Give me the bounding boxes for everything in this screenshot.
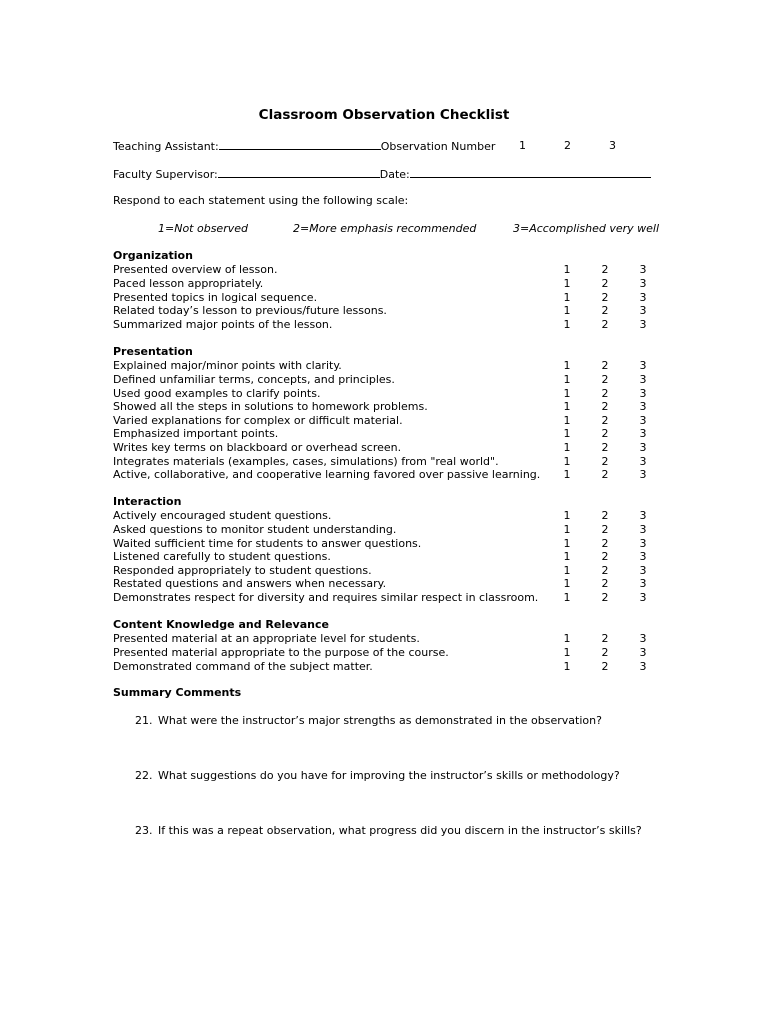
section-heading: Interaction xyxy=(113,495,182,508)
statement-text: Listened carefully to student questions. xyxy=(113,550,331,564)
rating-option-1[interactable]: 1 xyxy=(563,359,571,373)
rating-option-1[interactable]: 1 xyxy=(563,577,571,591)
rating-option-2[interactable]: 2 xyxy=(601,413,609,427)
rating-option-1[interactable]: 1 xyxy=(563,563,571,577)
statement-text: Varied explanations for complex or difficult material. xyxy=(113,413,403,427)
statement-text: Related today’s lesson to previous/future lessons. xyxy=(113,304,387,318)
rating-option-3[interactable]: 3 xyxy=(639,646,647,659)
statement-text: Waited sufficient time for students to answer questions. xyxy=(113,536,422,550)
rating-option-2[interactable]: 2 xyxy=(601,263,609,277)
rating-option-3[interactable]: 3 xyxy=(639,577,647,591)
question-text: If this was a repeat observation, what progress did you discern in the instructor’s skills? xyxy=(158,824,642,837)
rating-option-2[interactable]: 2 xyxy=(601,550,609,564)
rating-option-2[interactable]: 2 xyxy=(601,454,609,468)
checklist-row xyxy=(113,577,673,591)
rating-option-1[interactable]: 1 xyxy=(563,290,571,304)
statement-text: Summarized major points of the lesson. xyxy=(113,317,333,331)
teaching-assistant-field[interactable] xyxy=(219,139,381,150)
summary-heading: Summary Comments xyxy=(113,686,242,699)
rating-option-3[interactable]: 3 xyxy=(639,413,647,427)
rating-option-1[interactable]: 1 xyxy=(563,646,571,659)
faculty-supervisor-line xyxy=(113,167,651,182)
observation-number-label: Observation Number xyxy=(380,140,496,153)
checklist-row xyxy=(113,660,673,674)
checklist-row xyxy=(113,523,673,537)
checklist-row xyxy=(113,359,673,373)
rating-option-1[interactable]: 1 xyxy=(563,468,571,482)
rating-option-2[interactable]: 2 xyxy=(601,646,609,659)
rating-option-1[interactable]: 1 xyxy=(563,454,571,468)
rating-option-3[interactable]: 3 xyxy=(639,563,647,577)
rating-option-1[interactable]: 1 xyxy=(563,263,571,277)
scale-item-2: 2=More emphasis recommended xyxy=(293,222,477,235)
checklist-row xyxy=(113,468,673,482)
rating-option-3[interactable]: 3 xyxy=(639,317,647,331)
checklist-row xyxy=(113,263,673,277)
rating-option-2[interactable]: 2 xyxy=(601,277,609,290)
checklist-row xyxy=(113,304,673,318)
scale-item-3: 3=Accomplished very well xyxy=(513,222,660,235)
rating-option-3[interactable]: 3 xyxy=(639,454,647,468)
statement-text: Emphasized important points. xyxy=(113,427,279,441)
rating-option-2[interactable]: 2 xyxy=(601,536,609,550)
rating-option-2[interactable]: 2 xyxy=(601,359,609,373)
rating-option-2[interactable]: 2 xyxy=(601,373,609,386)
statement-text: Active, collaborative, and cooperative learning favored over passive learning. xyxy=(113,468,541,482)
statement-text: Presented material at an appropriate level for students. xyxy=(113,632,420,646)
statement-text: Defined unfamiliar terms, concepts, and principles. xyxy=(113,373,395,386)
rating-option-3[interactable]: 3 xyxy=(639,632,647,646)
statement-text: Restated questions and answers when necessary. xyxy=(113,577,387,591)
rating-option-3[interactable]: 3 xyxy=(639,591,647,604)
observation-number-3[interactable]: 3 xyxy=(609,139,616,152)
statement-text: Responded appropriately to student questions. xyxy=(113,563,372,577)
rating-option-1[interactable]: 1 xyxy=(563,632,571,646)
rating-option-3[interactable]: 3 xyxy=(639,536,647,550)
question-number: 21. xyxy=(135,714,153,727)
checklist-row xyxy=(113,318,673,332)
rating-option-1[interactable]: 1 xyxy=(563,523,571,536)
statement-text: Integrates materials (examples, cases, simulations) from "real world". xyxy=(113,454,499,468)
checklist-row xyxy=(113,427,673,441)
rating-option-3[interactable]: 3 xyxy=(639,373,647,386)
rating-option-3[interactable]: 3 xyxy=(639,523,647,536)
question-text: What suggestions do you have for improving the instructor’s skills or methodology? xyxy=(158,769,620,782)
rating-option-3[interactable]: 3 xyxy=(639,304,647,318)
summary-question-22 xyxy=(135,769,620,783)
summary-question-21 xyxy=(135,714,602,728)
question-number: 23. xyxy=(135,824,153,837)
rating-option-2[interactable]: 2 xyxy=(601,523,609,536)
rating-option-3[interactable]: 3 xyxy=(639,359,647,373)
rating-option-2[interactable]: 2 xyxy=(601,591,609,604)
statement-text: Showed all the steps in solutions to homework problems. xyxy=(113,400,428,414)
rating-option-1[interactable]: 1 xyxy=(563,441,571,454)
rating-option-3[interactable]: 3 xyxy=(639,441,647,454)
rating-option-3[interactable]: 3 xyxy=(639,386,647,400)
rating-option-1[interactable]: 1 xyxy=(563,400,571,414)
rating-option-1[interactable]: 1 xyxy=(563,277,571,290)
rating-option-3[interactable]: 3 xyxy=(639,659,647,673)
page-title: Classroom Observation Checklist xyxy=(258,107,510,123)
instructions: Respond to each statement using the following scale: xyxy=(113,194,409,207)
rating-option-2[interactable]: 2 xyxy=(601,427,609,441)
summary-question-23 xyxy=(135,824,642,838)
checklist-row xyxy=(113,550,673,564)
rating-option-2[interactable]: 2 xyxy=(601,659,609,673)
statement-text: Actively encouraged student questions. xyxy=(113,509,332,523)
statement-text: Explained major/minor points with clarity. xyxy=(113,359,342,373)
rating-option-2[interactable]: 2 xyxy=(601,632,609,646)
teaching-assistant-line xyxy=(113,139,495,154)
statement-text: Presented topics in logical sequence. xyxy=(113,290,318,304)
checklist-row xyxy=(113,414,673,428)
checklist-row xyxy=(113,441,673,455)
statement-text: Presented overview of lesson. xyxy=(113,263,278,277)
checklist-row xyxy=(113,591,673,605)
checklist-row xyxy=(113,455,673,469)
rating-option-3[interactable]: 3 xyxy=(639,550,647,564)
checklist-row xyxy=(113,277,673,291)
rating-option-2[interactable]: 2 xyxy=(601,386,609,400)
checklist-row xyxy=(113,509,673,523)
rating-option-2[interactable]: 2 xyxy=(601,400,609,414)
rating-option-1[interactable]: 1 xyxy=(563,386,571,400)
statement-text: Asked questions to monitor student understanding. xyxy=(113,523,397,536)
rating-option-3[interactable]: 3 xyxy=(639,427,647,441)
statement-text: Demonstrated command of the subject matter. xyxy=(113,659,373,673)
rating-option-3[interactable]: 3 xyxy=(639,468,647,482)
rating-option-1[interactable]: 1 xyxy=(563,536,571,550)
question-text: What were the instructor’s major strengths as demonstrated in the observation? xyxy=(158,714,602,727)
date-field[interactable] xyxy=(410,167,651,178)
teaching-assistant-label: Teaching Assistant: xyxy=(113,140,219,153)
checklist-row xyxy=(113,387,673,401)
checklist-row xyxy=(113,373,673,387)
statement-text: Presented material appropriate to the purpose of the course. xyxy=(113,646,449,659)
rating-option-1[interactable]: 1 xyxy=(563,591,571,604)
rating-option-2[interactable]: 2 xyxy=(601,563,609,577)
section-heading: Organization xyxy=(113,249,193,262)
rating-option-1[interactable]: 1 xyxy=(563,550,571,564)
date-label: Date: xyxy=(379,168,410,181)
checklist-row xyxy=(113,291,673,305)
observation-number-2[interactable]: 2 xyxy=(564,139,571,152)
rating-option-1[interactable]: 1 xyxy=(563,373,571,386)
rating-option-1[interactable]: 1 xyxy=(563,509,571,523)
rating-option-2[interactable]: 2 xyxy=(601,290,609,304)
rating-option-1[interactable]: 1 xyxy=(563,413,571,427)
checklist-row xyxy=(113,632,673,646)
statement-text: Writes key terms on blackboard or overhead screen. xyxy=(113,441,402,454)
checklist-row xyxy=(113,646,673,660)
statement-text: Demonstrates respect for diversity and requires similar respect in classroom. xyxy=(113,591,539,604)
section-heading: Content Knowledge and Relevance xyxy=(113,618,329,631)
rating-option-3[interactable]: 3 xyxy=(639,277,647,290)
rating-option-1[interactable]: 1 xyxy=(563,317,571,331)
rating-option-2[interactable]: 2 xyxy=(601,304,609,318)
rating-option-1[interactable]: 1 xyxy=(563,304,571,318)
checklist-row xyxy=(113,537,673,551)
faculty-supervisor-label: Faculty Supervisor: xyxy=(113,168,218,181)
checklist-row xyxy=(113,400,673,414)
section-heading: Presentation xyxy=(113,345,193,358)
faculty-supervisor-field[interactable] xyxy=(218,167,380,178)
observation-number-1[interactable]: 1 xyxy=(519,139,526,152)
rating-option-2[interactable]: 2 xyxy=(601,468,609,482)
checklist-row xyxy=(113,564,673,578)
rating-option-1[interactable]: 1 xyxy=(563,659,571,673)
rating-option-3[interactable]: 3 xyxy=(639,400,647,414)
rating-option-3[interactable]: 3 xyxy=(639,509,647,523)
scale-item-1: 1=Not observed xyxy=(158,222,248,235)
rating-option-1[interactable]: 1 xyxy=(563,427,571,441)
question-number: 22. xyxy=(135,769,153,782)
statement-text: Paced lesson appropriately. xyxy=(113,277,264,290)
rating-option-2[interactable]: 2 xyxy=(601,577,609,591)
rating-option-3[interactable]: 3 xyxy=(639,290,647,304)
rating-option-2[interactable]: 2 xyxy=(601,509,609,523)
rating-option-2[interactable]: 2 xyxy=(601,441,609,454)
statement-text: Used good examples to clarify points. xyxy=(113,386,321,400)
rating-option-3[interactable]: 3 xyxy=(639,263,647,277)
rating-option-2[interactable]: 2 xyxy=(601,317,609,331)
